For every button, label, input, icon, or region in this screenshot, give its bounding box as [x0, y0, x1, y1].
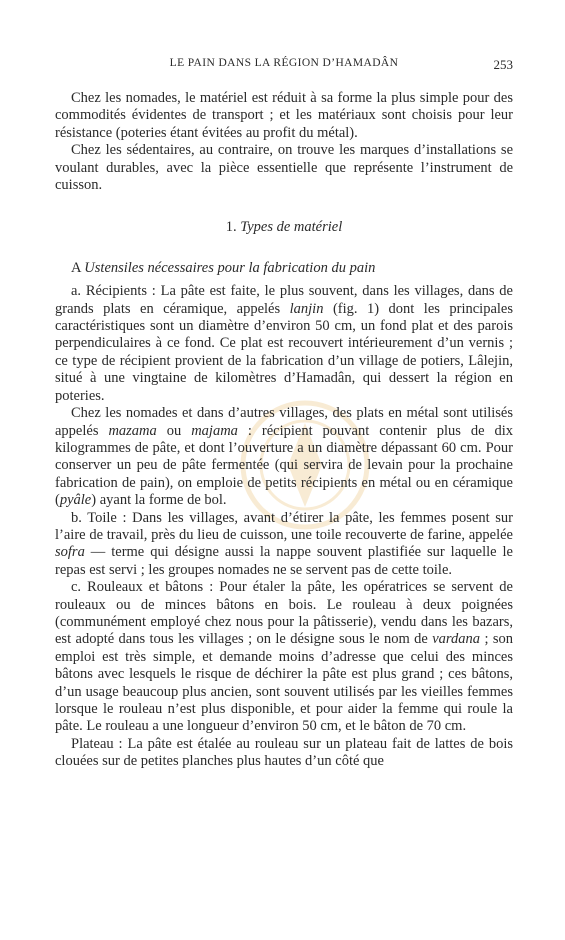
subsection-heading [55, 260, 513, 277]
term-pyale: pyâle [59, 492, 92, 509]
intro-paragraph: Chez les sédentaires, au contraire, on trouve les marques d’installations se voulant durables, avec la pièce essentielle que représente l’instrument de cuisson. [55, 142, 513, 194]
section-heading [55, 219, 513, 236]
running-title: LE PAIN DANS LA RÉGION D’HAMADÂN [169, 57, 399, 69]
body-text [55, 90, 513, 771]
term-lanjin: lanjin [289, 300, 324, 317]
plateau-paragraph: Plateau : La pâte est étalée au rouleau sur un plateau fait de lattes de bois clouées sur de petites planches plus hautes d’un côté que [55, 735, 513, 770]
term-sofra: sofra [55, 544, 85, 561]
rouleaux-paragraph: c. Rouleaux et bâtons : Pour étaler la pâte, les opératrices se servent de rouleaux ou de minces bâtons en bois. Le rouleau à deux poignées (communément employé chez nous pour la pâtisserie), vendu dans les bazars, est adopté dans tous les villages ; on le désigne sous le nom de vardana ; son emploi est très simple, et demande moins d’adresse que celui des minces bâtons avec lesquels le risque de déchirer la pâte est plus grand ; ces bâtons, d’un usage beaucoup plus ancien, sont souvent utilisés par les vieilles femmes lorsque le rouleau n’est plus disponible, et pour aider la femme qui roule la pâte. Le rouleau a une longueur d’environ 50 cm, et le bâton de 70 cm. [55, 579, 514, 735]
subsection-title: Ustensiles nécessaires pour la fabrication du pain [84, 259, 376, 276]
recipients-paragraph-2: Chez les nomades et dans d’autres villages, des plats en métal sont utilisés appelés mazama ou majama : récipient pouvant contenir plus de dix kilogrammes de pâte, et dont l’ouverture a un diamètre dépassant 60 cm. Pour conserver un peu de pâte fermentée (qui servira de levain pour la prochaine fabrication de pain), on emploie de petits récipients en métal ou en céramique (pyâle) ayant la forme de bol. [55, 405, 513, 509]
intro-paragraph: Chez les nomades, le matériel est réduit à sa forme la plus simple pour des commodités évidentes de transport ; et les matériaux sont choisis pour leur résistance (poteries étant évitées au profit du métal). [55, 90, 513, 141]
term-vardana: vardana [432, 631, 481, 648]
section-title: Types de matériel [240, 219, 343, 236]
toile-paragraph: b. Toile : Dans les villages, avant d’étirer la pâte, les femmes posent sur l’aire de travail, près du lieu de cuisson, une toile recouverte de farine, appelée sofra — terme qui désigne aussi la nappe souvent plastifiée sur laquelle le repas est servi ; les groupes nomades ne se servent pas de cette toile. [55, 509, 513, 578]
recipients-paragraph: a. Récipients : La pâte est faite, le plus souvent, dans les villages, dans de grands plats en céramique, appelés lanjin (fig. 1) dont les principales caractéristiques sont un diamètre d’environ 50 cm, un fond plat et des parois perpendiculaires à ce fond. Ce plat est recouvert intérieurement d’un vernis ; ce type de récipient provient de la fabrication d’un village de potiers, Lâlejin, situé à une vingtaine de kilomètres d’Hamadân, qui dessert la région en poteries. [55, 283, 514, 404]
section-number: 1. [225, 219, 237, 236]
term-majama: majama [191, 422, 238, 439]
term-mazama: mazama [108, 422, 157, 439]
subsection-letter: A [71, 259, 81, 276]
running-header [55, 57, 513, 73]
page-number: 253 [493, 57, 513, 72]
